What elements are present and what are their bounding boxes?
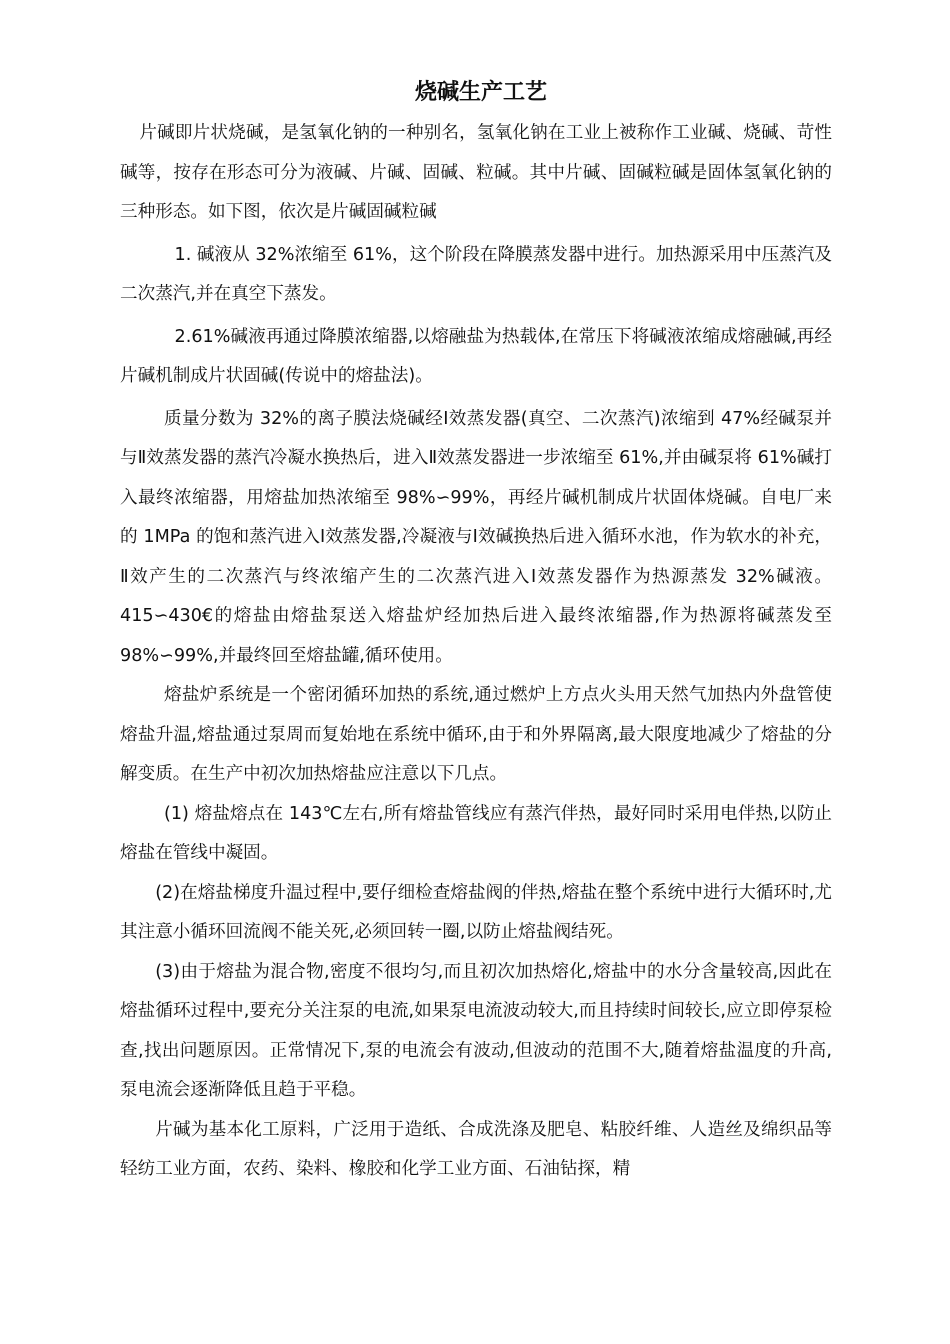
- paragraph-note-2: (2)在熔盐梯度升温过程中,要仔细检查熔盐阀的伴热,熔盐在整个系统中进行大循环时,尤其注意小循环回流阀不能关死,必须回转一圈,以防止熔盐阀结死。: [120, 882, 832, 942]
- paragraph-molten-salt-furnace: 熔盐炉系统是一个密闭循环加热的系统,通过燃炉上方点火头用天然气加热内外盘管使熔盐升温,熔盐通过泵周而复始地在系统中循环,由于和外界隔离,最大限度地减少了熔盐的分解变质。在生产中初次加热熔盐应注意以下几点。: [120, 685, 832, 784]
- document-page: [120, 78, 832, 1190]
- paragraph-note-1: (1) 熔盐熔点在 143℃左右,所有熔盐管线应有蒸汽伴热，最好同时采用电伴热,以防止熔盐在管线中凝固。: [120, 803, 832, 863]
- paragraph-intro: 片碱即片状烧碱，是氢氧化钠的一种别名，氢氧化钠在工业上被称作工业碱、烧碱、苛性碱等，按存在形态可分为液碱、片碱、固碱、粒碱。其中片碱、固碱粒碱是固体氢氧化钠的三种形态。如下图，依次是片碱固碱粒碱: [120, 123, 832, 222]
- paragraph-applications: 片碱为基本化工原料，广泛用于造纸、合成洗涤及肥皂、粘胶纤维、人造丝及绵织品等轻纺工业方面，农药、染料、橡胶和化学工业方面、石油钻探，精: [120, 1119, 832, 1179]
- paragraph-note-3: (3)由于熔盐为混合物,密度不很均匀,而且初次加热熔化,熔盐中的水分含量较高,因此在熔盐循环过程中,要充分关注泵的电流,如果泵电流波动较大,而且持续时间较长,应立即停泵检查,找出问题原因。正常情况下,泵的电流会有波动,但波动的范围不大,随着熔盐温度的升高,泵电流会逐渐降低且趋于平稳。: [120, 961, 832, 1100]
- paragraph-step-2: 2.61%碱液再通过降膜浓缩器,以熔融盐为热载体,在常压下将碱液浓缩成熔融碱,再经片碱机制成片状固碱(传说中的熔盐法)。: [120, 326, 832, 386]
- paragraph-step-1: 1. 碱液从 32%浓缩至 61%，这个阶段在降膜蒸发器中进行。加热源采用中压蒸汽及二次蒸汽,并在真空下蒸发。: [120, 244, 832, 304]
- paragraph-process: 质量分数为 32%的离子膜法烧碱经Ⅰ效蒸发器(真空、二次蒸汽)浓缩到 47%经碱泵并与Ⅱ效蒸发器的蒸汽冷凝水换热后，进入Ⅱ效蒸发器进一步浓缩至 61%,并由碱泵将 61%碱打入最终浓缩器，用熔盐加热浓缩至 98%∽99%，再经片碱机制成片状固体烧碱。自电厂来的 1MPa 的饱和蒸汽进入Ⅰ效蒸发器,冷凝液与Ⅰ效碱换热后进入循环水池，作为软水的补充，Ⅱ效产生的二次蒸汽与终浓缩产生的二次蒸汽进入Ⅰ效蒸发器作为热源蒸发 32%碱液。415∽430€的熔盐由熔盐泵送入熔盐炉经加热后进入最终浓缩器,作为热源将碱蒸发至 98%∽99%,并最终回至熔盐罐,循环使用。: [120, 408, 832, 666]
- document-title: 烧碱生产工艺: [414, 80, 547, 105]
